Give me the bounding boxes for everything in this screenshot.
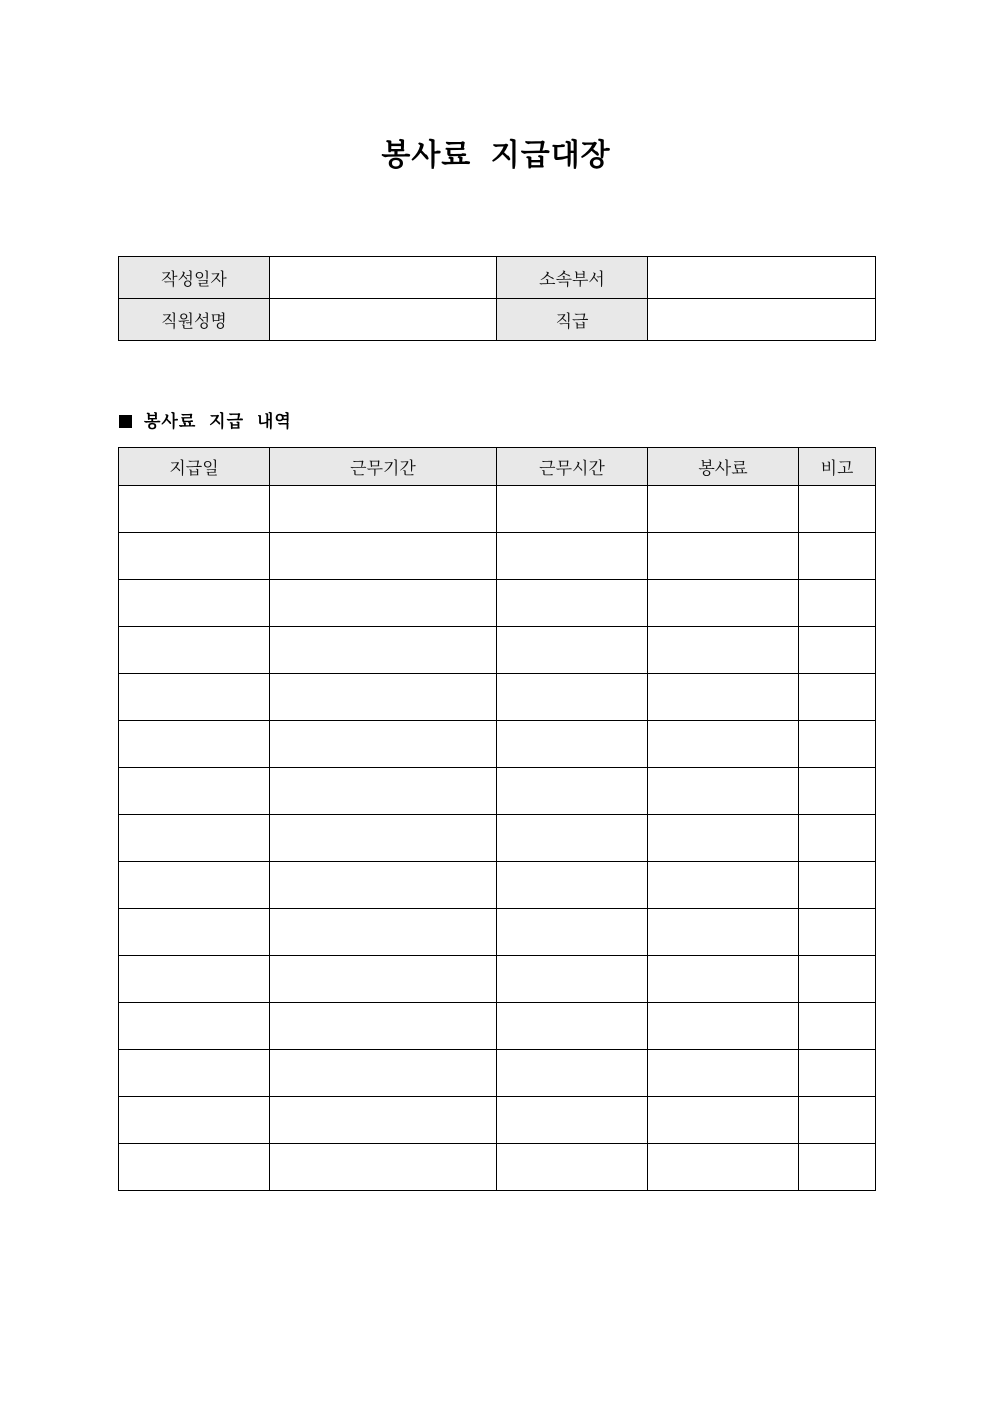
service-fee-cell[interactable] bbox=[648, 815, 799, 862]
column-header-work-period: 근무기간 bbox=[270, 448, 497, 486]
table-row bbox=[119, 486, 876, 533]
payment-date-cell[interactable] bbox=[119, 815, 270, 862]
service-fee-cell[interactable] bbox=[648, 862, 799, 909]
table-body bbox=[119, 486, 876, 1191]
remarks-cell[interactable] bbox=[799, 1097, 876, 1144]
table-row bbox=[119, 768, 876, 815]
position-label: 직급 bbox=[497, 299, 648, 341]
remarks-cell[interactable] bbox=[799, 909, 876, 956]
table-row bbox=[119, 627, 876, 674]
remarks-cell[interactable] bbox=[799, 1050, 876, 1097]
table-header-row bbox=[119, 448, 876, 486]
remarks-cell[interactable] bbox=[799, 1003, 876, 1050]
table-row bbox=[119, 1097, 876, 1144]
department-field[interactable] bbox=[648, 257, 876, 299]
service-fee-cell[interactable] bbox=[648, 1003, 799, 1050]
work-period-cell[interactable] bbox=[270, 580, 497, 627]
service-fee-cell[interactable] bbox=[648, 1144, 799, 1191]
work-period-cell[interactable] bbox=[270, 486, 497, 533]
work-hours-cell[interactable] bbox=[497, 862, 648, 909]
service-fee-cell[interactable] bbox=[648, 909, 799, 956]
column-header-work-hours: 근무시간 bbox=[497, 448, 648, 486]
work-hours-cell[interactable] bbox=[497, 909, 648, 956]
work-hours-cell[interactable] bbox=[497, 768, 648, 815]
service-fee-cell[interactable] bbox=[648, 768, 799, 815]
remarks-cell[interactable] bbox=[799, 674, 876, 721]
info-table bbox=[118, 256, 876, 341]
service-fee-cell[interactable] bbox=[648, 1097, 799, 1144]
work-hours-cell[interactable] bbox=[497, 1003, 648, 1050]
payment-date-cell[interactable] bbox=[119, 721, 270, 768]
work-period-cell[interactable] bbox=[270, 909, 497, 956]
square-bullet-icon bbox=[119, 415, 132, 428]
work-period-cell[interactable] bbox=[270, 768, 497, 815]
table-row bbox=[119, 721, 876, 768]
work-hours-cell[interactable] bbox=[497, 1097, 648, 1144]
service-fee-cell[interactable] bbox=[648, 533, 799, 580]
service-fee-cell[interactable] bbox=[648, 580, 799, 627]
payment-date-cell[interactable] bbox=[119, 1144, 270, 1191]
work-period-cell[interactable] bbox=[270, 627, 497, 674]
table-row bbox=[119, 674, 876, 721]
service-fee-cell[interactable] bbox=[648, 956, 799, 1003]
table-row bbox=[119, 580, 876, 627]
work-hours-cell[interactable] bbox=[497, 1050, 648, 1097]
position-field[interactable] bbox=[648, 299, 876, 341]
column-header-service-fee: 봉사료 bbox=[648, 448, 799, 486]
payment-date-cell[interactable] bbox=[119, 1050, 270, 1097]
work-hours-cell[interactable] bbox=[497, 815, 648, 862]
service-fee-cell[interactable] bbox=[648, 1050, 799, 1097]
payment-date-cell[interactable] bbox=[119, 674, 270, 721]
remarks-cell[interactable] bbox=[799, 1144, 876, 1191]
remarks-cell[interactable] bbox=[799, 627, 876, 674]
column-header-payment-date: 지급일 bbox=[119, 448, 270, 486]
remarks-cell[interactable] bbox=[799, 486, 876, 533]
payment-date-cell[interactable] bbox=[119, 1003, 270, 1050]
page-title: 봉사료 지급대장 bbox=[381, 138, 611, 173]
remarks-cell[interactable] bbox=[799, 862, 876, 909]
work-period-cell[interactable] bbox=[270, 533, 497, 580]
work-period-cell[interactable] bbox=[270, 1144, 497, 1191]
service-fee-cell[interactable] bbox=[648, 486, 799, 533]
table-row bbox=[119, 862, 876, 909]
work-period-cell[interactable] bbox=[270, 956, 497, 1003]
service-fee-cell[interactable] bbox=[648, 674, 799, 721]
info-row-1 bbox=[119, 257, 876, 299]
work-hours-cell[interactable] bbox=[497, 956, 648, 1003]
remarks-cell[interactable] bbox=[799, 815, 876, 862]
written-date-field[interactable] bbox=[270, 257, 497, 299]
table-row bbox=[119, 533, 876, 580]
service-fee-cell[interactable] bbox=[648, 627, 799, 674]
work-period-cell[interactable] bbox=[270, 815, 497, 862]
table-row bbox=[119, 1144, 876, 1191]
column-header-remarks: 비고 bbox=[799, 448, 876, 486]
table-row bbox=[119, 956, 876, 1003]
payment-date-cell[interactable] bbox=[119, 486, 270, 533]
table-row bbox=[119, 909, 876, 956]
table-row bbox=[119, 1003, 876, 1050]
work-period-cell[interactable] bbox=[270, 721, 497, 768]
remarks-cell[interactable] bbox=[799, 768, 876, 815]
payment-date-cell[interactable] bbox=[119, 956, 270, 1003]
work-period-cell[interactable] bbox=[270, 1097, 497, 1144]
work-hours-cell[interactable] bbox=[497, 627, 648, 674]
remarks-cell[interactable] bbox=[799, 580, 876, 627]
written-date-label: 작성일자 bbox=[119, 257, 270, 299]
payment-date-cell[interactable] bbox=[119, 533, 270, 580]
payment-date-cell[interactable] bbox=[119, 580, 270, 627]
section-title: 봉사료 지급 내역 bbox=[144, 412, 292, 432]
work-hours-cell[interactable] bbox=[497, 486, 648, 533]
work-hours-cell[interactable] bbox=[497, 721, 648, 768]
payment-date-cell[interactable] bbox=[119, 1097, 270, 1144]
work-hours-cell[interactable] bbox=[497, 674, 648, 721]
work-period-cell[interactable] bbox=[270, 1050, 497, 1097]
employee-name-field[interactable] bbox=[270, 299, 497, 341]
payment-date-cell[interactable] bbox=[119, 909, 270, 956]
work-hours-cell[interactable] bbox=[497, 580, 648, 627]
service-fee-cell[interactable] bbox=[648, 721, 799, 768]
department-label: 소속부서 bbox=[497, 257, 648, 299]
table-row bbox=[119, 1050, 876, 1097]
remarks-cell[interactable] bbox=[799, 721, 876, 768]
work-period-cell[interactable] bbox=[270, 862, 497, 909]
work-hours-cell[interactable] bbox=[497, 533, 648, 580]
remarks-cell[interactable] bbox=[799, 533, 876, 580]
payment-date-cell[interactable] bbox=[119, 627, 270, 674]
table-row bbox=[119, 815, 876, 862]
payment-detail-table bbox=[118, 447, 876, 1191]
info-row-2 bbox=[119, 299, 876, 341]
payment-date-cell[interactable] bbox=[119, 862, 270, 909]
remarks-cell[interactable] bbox=[799, 956, 876, 1003]
work-period-cell[interactable] bbox=[270, 1003, 497, 1050]
work-period-cell[interactable] bbox=[270, 674, 497, 721]
employee-name-label: 직원성명 bbox=[119, 299, 270, 341]
section-heading bbox=[119, 409, 292, 435]
payment-date-cell[interactable] bbox=[119, 768, 270, 815]
work-hours-cell[interactable] bbox=[497, 1144, 648, 1191]
